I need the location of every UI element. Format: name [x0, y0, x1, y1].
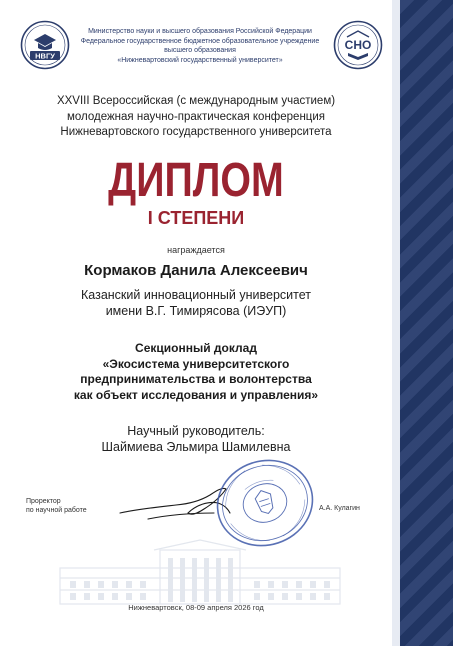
report-line: «Экосистема университетского: [102, 356, 290, 371]
advisor-label: Научный руководитель:: [127, 424, 265, 438]
ministry-line: высшего образования: [164, 47, 236, 54]
report-title: [20, 341, 372, 403]
signatory-role: [26, 497, 87, 515]
side-band-light: [392, 0, 400, 646]
conference-line: Нижневартовского государственного университета: [60, 126, 332, 138]
footer-place-date: Нижневартовск, 08-09 апреля 2026 год: [128, 603, 264, 612]
recipient-institution: [20, 287, 372, 319]
institution-line: Казанский инновационный университет: [81, 288, 311, 302]
report-line: предпринимательства и волонтерства: [80, 372, 312, 386]
awarded-label: награждается: [167, 245, 225, 255]
diploma-title: ДИПЛОМ: [108, 154, 284, 207]
conference-line: молодежная научно-практическая конференция: [66, 110, 326, 123]
signatory-name: А.А. Кулагин: [319, 505, 360, 512]
signatory-role-line: Проректор: [26, 498, 61, 505]
conference-line: XXVIII Всероссийская (с международным участием): [56, 95, 336, 107]
seal-stamp-icon: [212, 456, 318, 550]
university-building-icon: [50, 538, 350, 608]
ministry-line: Министерство науки и высшего образования Российской Федерации: [88, 28, 312, 35]
ministry-header: [72, 27, 328, 65]
nvgu-logo-text: НВГУ: [35, 51, 55, 61]
side-band: [400, 0, 453, 646]
nvgu-logo-icon: [20, 20, 70, 70]
conference-title: [20, 94, 372, 141]
sno-logo-text: СНО: [344, 38, 372, 52]
advisor-name: Шаймиева Эльмира Шамилевна: [101, 440, 291, 454]
report-line: Секционный доклад: [135, 341, 257, 355]
signatory-role-line: по научной работе: [26, 507, 87, 514]
sno-logo-icon: [333, 20, 383, 70]
recipient-name: Кормаков Данила Алексеевич: [84, 262, 308, 279]
report-line: как объект исследования и управления»: [73, 387, 319, 402]
ministry-line: Федеральное государственное бюджетное образовательное учреждение: [80, 37, 320, 45]
diploma-degree: I СТЕПЕНИ: [147, 208, 245, 228]
ministry-line: «Нижневартовский государственный университет»: [117, 56, 283, 64]
institution-line: имени В.Г. Тимирясова (ИЭУП): [105, 304, 287, 318]
advisor-block: [20, 423, 372, 455]
